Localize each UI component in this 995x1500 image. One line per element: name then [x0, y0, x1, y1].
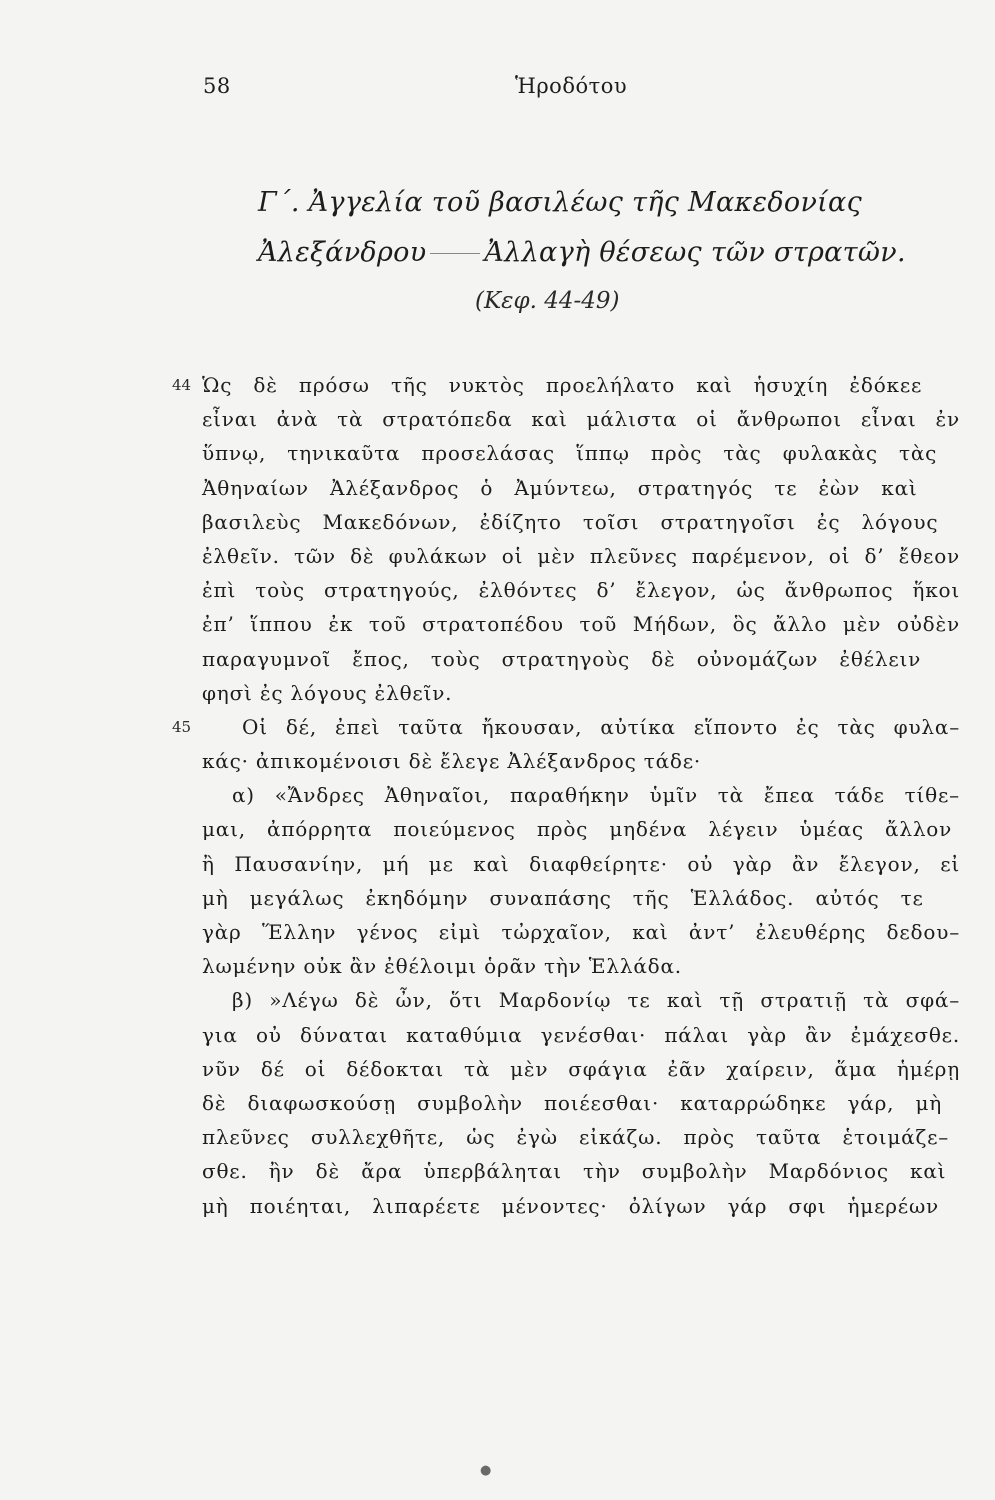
line-text: Οἱ δέ, ἐπεὶ ταῦτα ἤκουσαν, αὐτίκα εἵποντο ἐς τὰς φυλα–: [242, 714, 960, 739]
text-line: [202, 949, 960, 983]
chapter-reference: (Κεφ. 44-49): [475, 288, 620, 314]
text-line: [202, 1189, 960, 1223]
text-line: [202, 505, 960, 539]
text-line: [202, 436, 960, 470]
margin-number: 44: [172, 376, 192, 394]
line-text: ὕπνῳ, τηνικαῦτα προσελάσας ἵππῳ πρὸς τὰς φυλακὰς τὰς: [202, 441, 938, 466]
title-dash: [430, 253, 480, 254]
text-line: [202, 983, 960, 1017]
text-line: [202, 1154, 960, 1188]
line-text: πλεῦνες συλλεχθῆτε, ὡς ἐγὼ εἰκάζω. πρὸς ταῦτα ἑτοιμάζε–: [202, 1125, 950, 1150]
line-text: δὲ διαφωσκούσῃ συμβολὴν ποιέεσθαι· καταρρώδηκε γάρ, μὴ: [202, 1090, 943, 1115]
text-line: [202, 471, 960, 505]
title-line-1: Γ΄. Ἀγγελία τοῦ βασιλέως τῆς Μακεδονίας: [258, 187, 862, 218]
line-text: σθε. ἢν δὲ ἄρα ὑπερβάληται τὴν συμβολὴν Μαρδόνιος καὶ: [202, 1159, 947, 1184]
text-line: [202, 402, 960, 436]
line-text: για οὐ δύναται καταθύμια γενέσθαι· πάλαι γὰρ ἂν ἐμάχεσθε.: [202, 1022, 960, 1047]
line-text: μὴ ποιέηται, λιπαρέετε μένοντες· ὀλίγων γάρ σφι ἡμερέων: [202, 1193, 940, 1218]
text-line: [202, 1052, 960, 1086]
line-text: νῦν δέ οἱ δέδοκται τὰ μὲν σφάγια ἐᾶν χαίρειν, ἅμα ἡμέρῃ: [202, 1056, 960, 1081]
line-text: μαι, ἀπόρρητα ποιεύμενος πρὸς μηδένα λέγειν ὑμέας ἄλλον: [202, 817, 953, 842]
line-text: ἐπ’ ἵππου ἐκ τοῦ στρατοπέδου τοῦ Μήδων, ὃς ἄλλο μὲν οὐδὲν: [202, 612, 960, 637]
text-line: [202, 847, 960, 881]
text-line: [202, 1086, 960, 1120]
body-text: [172, 368, 960, 1223]
section-title: [258, 178, 906, 278]
line-text: παραγυμνοῖ ἔπος, τοὺς στρατηγοὺς δὲ οὐνομάζων ἐθέλειν: [202, 646, 922, 671]
text-line: [202, 915, 960, 949]
line-text: ἢ Παυσανίην, μή με καὶ διαφθείρητε· οὐ γὰρ ἂν ἔλεγον, εἰ: [202, 851, 960, 876]
line-text: α) «Ἄνδρες Ἀθηναῖοι, παραθήκην ὑμῖν τὰ ἔπεα τάδε τίθε–: [232, 783, 960, 808]
text-line: [202, 1120, 960, 1154]
line-text: φησὶ ἐς λόγους ἐλθεῖν.: [202, 680, 453, 705]
title-line-2-part-1: Ἀλεξάνδρου: [258, 237, 427, 268]
text-line: [202, 778, 960, 812]
line-text: β) »Λέγω δὲ ὦν, ὅτι Μαρδονίῳ τε καὶ τῇ στρατιῇ τὰ σφά–: [232, 988, 960, 1013]
text-line: [202, 744, 960, 778]
text-line: [202, 642, 960, 676]
text-line: [202, 812, 960, 846]
text-line: [172, 368, 960, 402]
line-text: γὰρ Ἕλλην γένος εἰμὶ τὠρχαῖον, καὶ ἀντ’ ἐλευθέρης δεδου–: [202, 920, 960, 944]
text-line: [202, 539, 960, 573]
line-text: μὴ μεγάλως ἐκηδόμην συναπάσης τῆς Ἑλλάδος. αὐτός τε: [202, 885, 924, 910]
line-text: εἶναι ἀνὰ τὰ στρατόπεδα καὶ μάλιστα οἱ ἄνθρωποι εἶναι ἐν: [202, 407, 960, 432]
line-text: βασιλεὺς Μακεδόνων, ἐδίζητο τοῖσι στρατηγοῖσι ἐς λόγους: [202, 509, 939, 534]
line-text: κάς· ἀπικομένοισι δὲ ἔλεγε Ἀλέξανδρος τάδε·: [202, 749, 702, 774]
line-text: λωμένην οὐκ ἂν ἐθέλοιμι ὁρᾶν τὴν Ἑλλάδα.: [202, 954, 682, 979]
line-text: Ἀθηναίων Ἀλέξανδρος ὁ Ἀμύντεω, στρατηγός τε ἐὼν καὶ: [202, 475, 918, 500]
text-line: [202, 607, 960, 641]
text-line: [202, 881, 960, 915]
line-text: ἐπὶ τοὺς στρατηγούς, ἐλθόντες δ’ ἔλεγον, ὡς ἄνθρωπος ἥκοι: [202, 578, 960, 603]
running-head: Ἡροδότου: [515, 74, 628, 98]
margin-number: 45: [172, 717, 192, 736]
text-line: [202, 573, 960, 607]
text-line: [202, 676, 960, 710]
title-line-2-part-2: Ἀλλαγὴ θέσεως τῶν στρατῶν.: [484, 237, 906, 268]
line-text: ἐλθεῖν. τῶν δὲ φυλάκων οἱ μὲν πλεῦνες παρέμενον, οἱ δ’ ἔθεον: [202, 543, 960, 568]
title-line-2: [258, 228, 906, 278]
text-line: [202, 1018, 960, 1052]
ink-speck: ●: [480, 1463, 492, 1478]
page-number: 58: [203, 74, 231, 98]
line-text: Ὡς δὲ πρόσω τῆς νυκτὸς προελήλατο καὶ ἡσυχίη ἐδόκεε: [202, 373, 923, 397]
text-line: [172, 710, 960, 744]
